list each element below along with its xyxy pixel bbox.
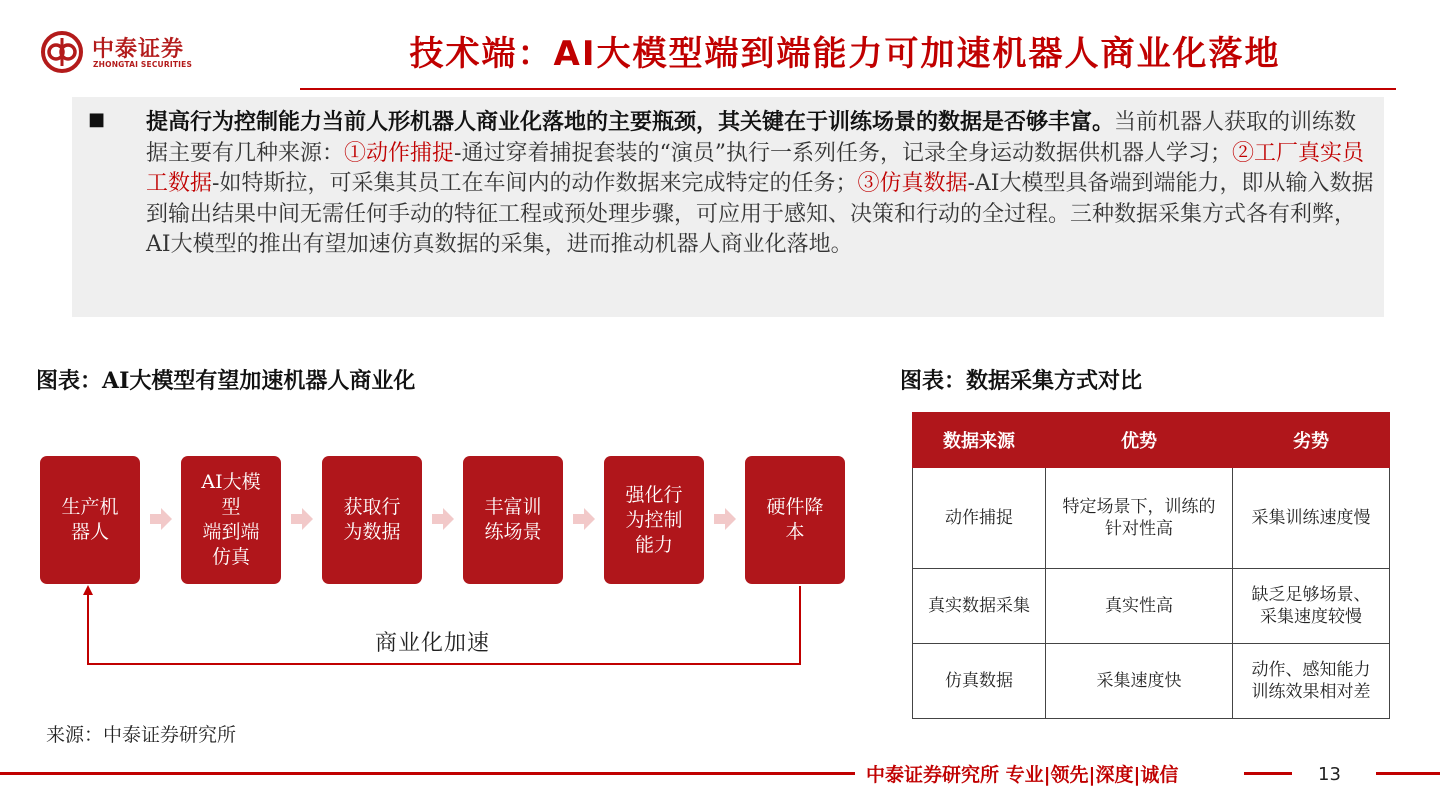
flow-box-line: 强化行 xyxy=(625,483,683,506)
flow-box-line: 本 xyxy=(785,521,805,543)
cell-line: 针对性高 xyxy=(1105,519,1173,539)
square-bullet-icon: ■ xyxy=(88,109,106,130)
table-cell-disadvantage xyxy=(1233,569,1390,644)
table-cell-advantage: 采集速度快 xyxy=(1046,644,1233,719)
cell-line: 训练效果相对差 xyxy=(1251,682,1371,702)
flow-box-line: 硬件降 xyxy=(766,496,824,518)
summary-text-4: -AI大模型具备端到端能力，即从输入数据到输出结果中间无需任何手动的特征工程或预处理步骤，可应用于感知、决策和行动的全过程。三种数据采集方式各有利弊，AI大模型的推出有望加速仿真数据的采集，进而推动机器人商业化落地。 xyxy=(146,171,1374,257)
right-arrow-icon xyxy=(432,508,454,530)
right-arrow-icon xyxy=(291,508,313,530)
flow-box-line: 端到端 xyxy=(202,521,260,543)
table-header-cell: 劣势 xyxy=(1233,413,1390,468)
right-arrow-icon xyxy=(573,508,595,530)
table-header-cell: 数据来源 xyxy=(913,413,1046,468)
table-row xyxy=(913,644,1390,719)
table-row xyxy=(913,468,1390,569)
flow-box-control-ability xyxy=(604,456,704,584)
summary-highlight-1: ①动作捕捉 xyxy=(344,140,455,166)
loop-label: 商业化加速 xyxy=(375,631,491,656)
flow-box-line: 器人 xyxy=(70,521,109,543)
cell-line: 特定场景下，训练的 xyxy=(1062,497,1216,517)
zhongtai-logo-icon xyxy=(40,30,84,74)
flow-box-line: 丰富训 xyxy=(484,496,542,518)
table-cell-advantage xyxy=(1046,468,1233,569)
flow-box-line: 为控制 xyxy=(625,508,683,531)
flow-box-line: AI大模 xyxy=(201,471,261,493)
flow-box-produce-robot xyxy=(40,456,140,584)
logo-name-en: ZHONGTAI SECURITIES xyxy=(93,60,193,69)
flow-box-rich-scenes xyxy=(463,456,563,584)
right-arrow-icon xyxy=(714,508,736,530)
page-title: 技术端：AI大模型端到端能力可加速机器人商业化落地 xyxy=(409,34,1281,74)
footer-rule-left xyxy=(0,772,855,775)
summary-highlight-3: ③仿真数据 xyxy=(857,171,968,196)
cell-line: 动作、感知能力 xyxy=(1251,660,1371,680)
cell-line: 缺乏足够场景、 xyxy=(1251,585,1371,605)
table-cell-disadvantage xyxy=(1233,644,1390,719)
flow-box-acquire-data xyxy=(322,456,422,584)
flow-box-hardware-cost xyxy=(745,456,845,584)
flow-box-line: 型 xyxy=(221,496,241,518)
table-cell-source: 仿真数据 xyxy=(913,644,1046,719)
figure-right-title: 图表：数据采集方式对比 xyxy=(900,368,1143,394)
source-note: 来源：中泰证券研究所 xyxy=(46,724,237,746)
footer-rule-middle xyxy=(1244,772,1292,775)
flow-diagram xyxy=(40,456,850,671)
table-row xyxy=(913,569,1390,644)
right-arrow-icon xyxy=(150,508,172,530)
flow-box-line: 能力 xyxy=(634,533,673,556)
footer-slogan: 中泰证券研究所 专业|领先|深度|诚信 xyxy=(866,764,1179,786)
flow-box-ai-model xyxy=(181,456,281,584)
flow-box-line: 练场景 xyxy=(484,521,542,543)
table-cell-source: 动作捕捉 xyxy=(913,468,1046,569)
flow-box-line: 仿真 xyxy=(211,546,250,568)
logo-name-cn: 中泰证券 xyxy=(92,37,185,62)
table-header-row xyxy=(913,413,1390,468)
summary-text-1: 当前机器人获取的训练数据主要有几种来源： xyxy=(146,110,1357,166)
summary-block xyxy=(72,97,1384,317)
flow-box-line: 生产机 xyxy=(61,496,119,518)
summary-text-3: -如特斯拉，可采集其员工在车间内的动作数据来完成特定的任务； xyxy=(212,171,858,196)
table-cell-disadvantage: 采集训练速度慢 xyxy=(1233,468,1390,569)
table-header-cell: 优势 xyxy=(1046,413,1233,468)
flow-box-line: 获取行 xyxy=(343,496,401,518)
flow-box-line: 为数据 xyxy=(343,521,401,543)
page-number: 13 xyxy=(1318,764,1341,785)
footer-rule-right xyxy=(1376,772,1440,775)
cell-line: 采集速度较慢 xyxy=(1260,607,1362,627)
summary-lead: 提高行为控制能力当前人形机器人商业化落地的主要瓶颈，其关键在于训练场景的数据是否够丰富。 xyxy=(146,109,1115,135)
table-cell-source: 真实数据采集 xyxy=(913,569,1046,644)
figure-left-title: 图表：AI大模型有望加速机器人商业化 xyxy=(36,368,416,394)
summary-text-2: -通过穿着捕捉套装的“演员”执行一系列任务，记录全身运动数据供机器人学习； xyxy=(454,140,1232,166)
comparison-table xyxy=(912,412,1390,719)
title-divider xyxy=(300,88,1396,90)
summary-text xyxy=(146,107,1376,261)
summary-highlight-2: ②工厂真实员工数据 xyxy=(146,140,1364,196)
company-logo xyxy=(40,28,240,78)
table-cell-advantage: 真实性高 xyxy=(1046,569,1233,644)
